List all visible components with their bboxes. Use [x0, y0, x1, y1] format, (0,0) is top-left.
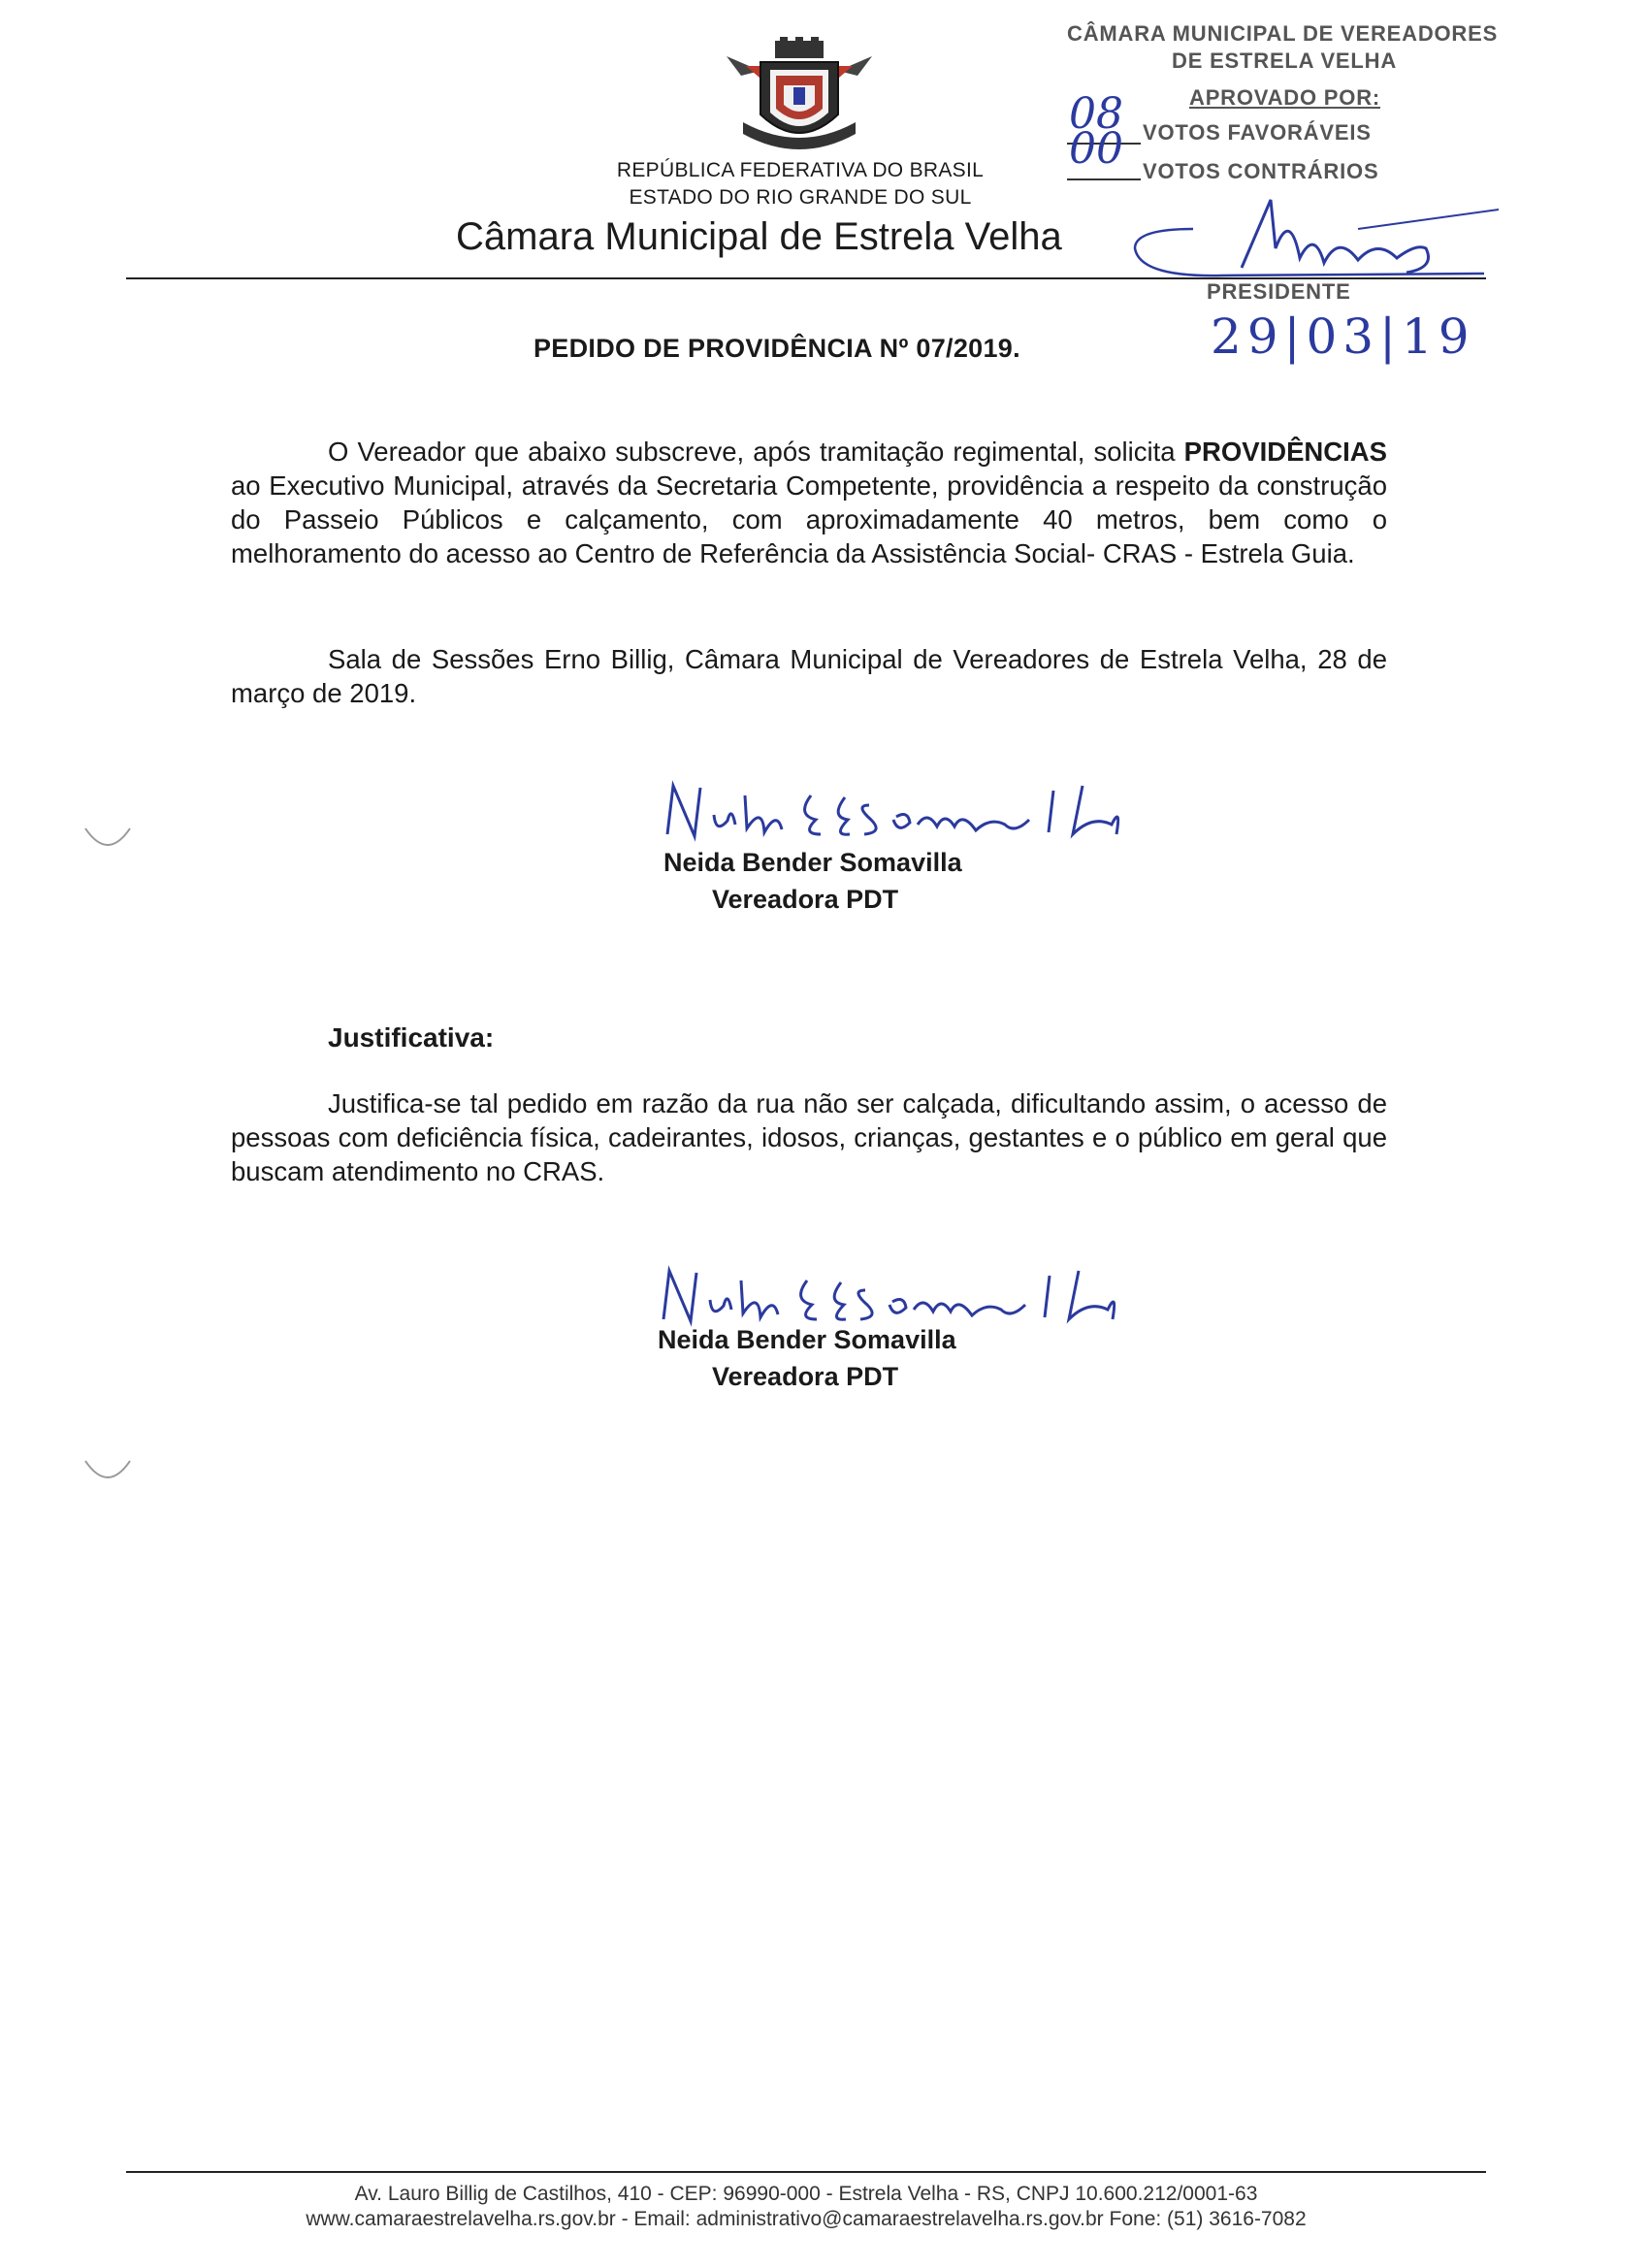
- request-body: ao Executivo Municipal, através da Secretaria Competente, providência a respeito da construção do Passeio Públicos e calçamento, com aproximadamente 40 metros, bem como o melhoramento do acesso ao Centro de Referência da Assistência Social- CRAS - Estrela Guia.: [231, 470, 1387, 568]
- handwritten-votes-favor: 08: [1069, 89, 1123, 139]
- justification-heading: Justificativa:: [328, 1022, 495, 1053]
- footer-divider: [126, 2171, 1486, 2173]
- stamp-line-1: CÂMARA MUNICIPAL DE VEREADORES: [1067, 21, 1499, 46]
- footer-address: Av. Lauro Billig de Castilhos, 410 - CEP: 96990-000 - Estrela Velha - RS, CNPJ 10.600.212/0001-63: [354, 2183, 1258, 2205]
- stamp-line-2: DE ESTRELA VELHA: [1172, 49, 1398, 73]
- president-signature-icon: [1116, 190, 1504, 287]
- institution-title: Câmara Municipal de Estrela Velha: [456, 215, 1062, 258]
- session-paragraph: Sala de Sessões Erno Billig, Câmara Municipal de Vereadores de Estrela Velha, 28 de março de 2019.: [231, 644, 1387, 708]
- request-paragraph: [231, 435, 1387, 570]
- signer-name: Neida Bender Somavilla: [658, 1325, 956, 1354]
- header-country: REPÚBLICA FEDERATIVA DO BRASIL: [616, 159, 985, 181]
- header-state: ESTADO DO RIO GRANDE DO SUL: [629, 186, 972, 209]
- handwritten-votes-against: 00: [1069, 124, 1123, 174]
- stamp-president-label: PRESIDENTE: [1207, 279, 1351, 304]
- coat-of-arms-icon: [722, 37, 877, 163]
- footer-contact: www.camaraestrelavelha.rs.gov.br - Email: administrativo@camaraestrelavelha.rs.gov.br Fone: (51) 3616-7082: [306, 2208, 1307, 2230]
- handwritten-approval-date: 29|03|19: [1211, 308, 1475, 365]
- stamp-votes-favor-label: VOTOS FAVORÁVEIS: [1143, 120, 1372, 145]
- stamp-votes-against-label: VOTOS CONTRÁRIOS: [1143, 159, 1379, 183]
- punch-hole-icon: [81, 1453, 134, 1488]
- justification-paragraph: Justifica-se tal pedido em razão da rua não ser calçada, dificultando assim, o acesso de pessoas com deficiência física, cadeirantes, idosos, crianças, gestantes e o público em geral que buscam atendimento no CRAS.: [231, 1088, 1387, 1186]
- stamp-blank-against: [1067, 178, 1141, 180]
- document-title: PEDIDO DE PROVIDÊNCIA Nº 07/2019.: [534, 334, 1020, 363]
- signer-name: Neida Bender Somavilla: [663, 848, 962, 877]
- stamp-approved-by: APROVADO POR:: [1189, 85, 1381, 110]
- signer-role: Vereadora PDT: [712, 1362, 899, 1391]
- punch-hole-icon: [81, 821, 134, 856]
- request-intro: O Vereador que abaixo subscreve, após tramitação regimental, solicita: [328, 437, 1184, 467]
- signature-icon: [656, 776, 1199, 854]
- signer-role: Vereadora PDT: [712, 885, 899, 914]
- request-keyword: PROVIDÊNCIAS: [1183, 437, 1387, 467]
